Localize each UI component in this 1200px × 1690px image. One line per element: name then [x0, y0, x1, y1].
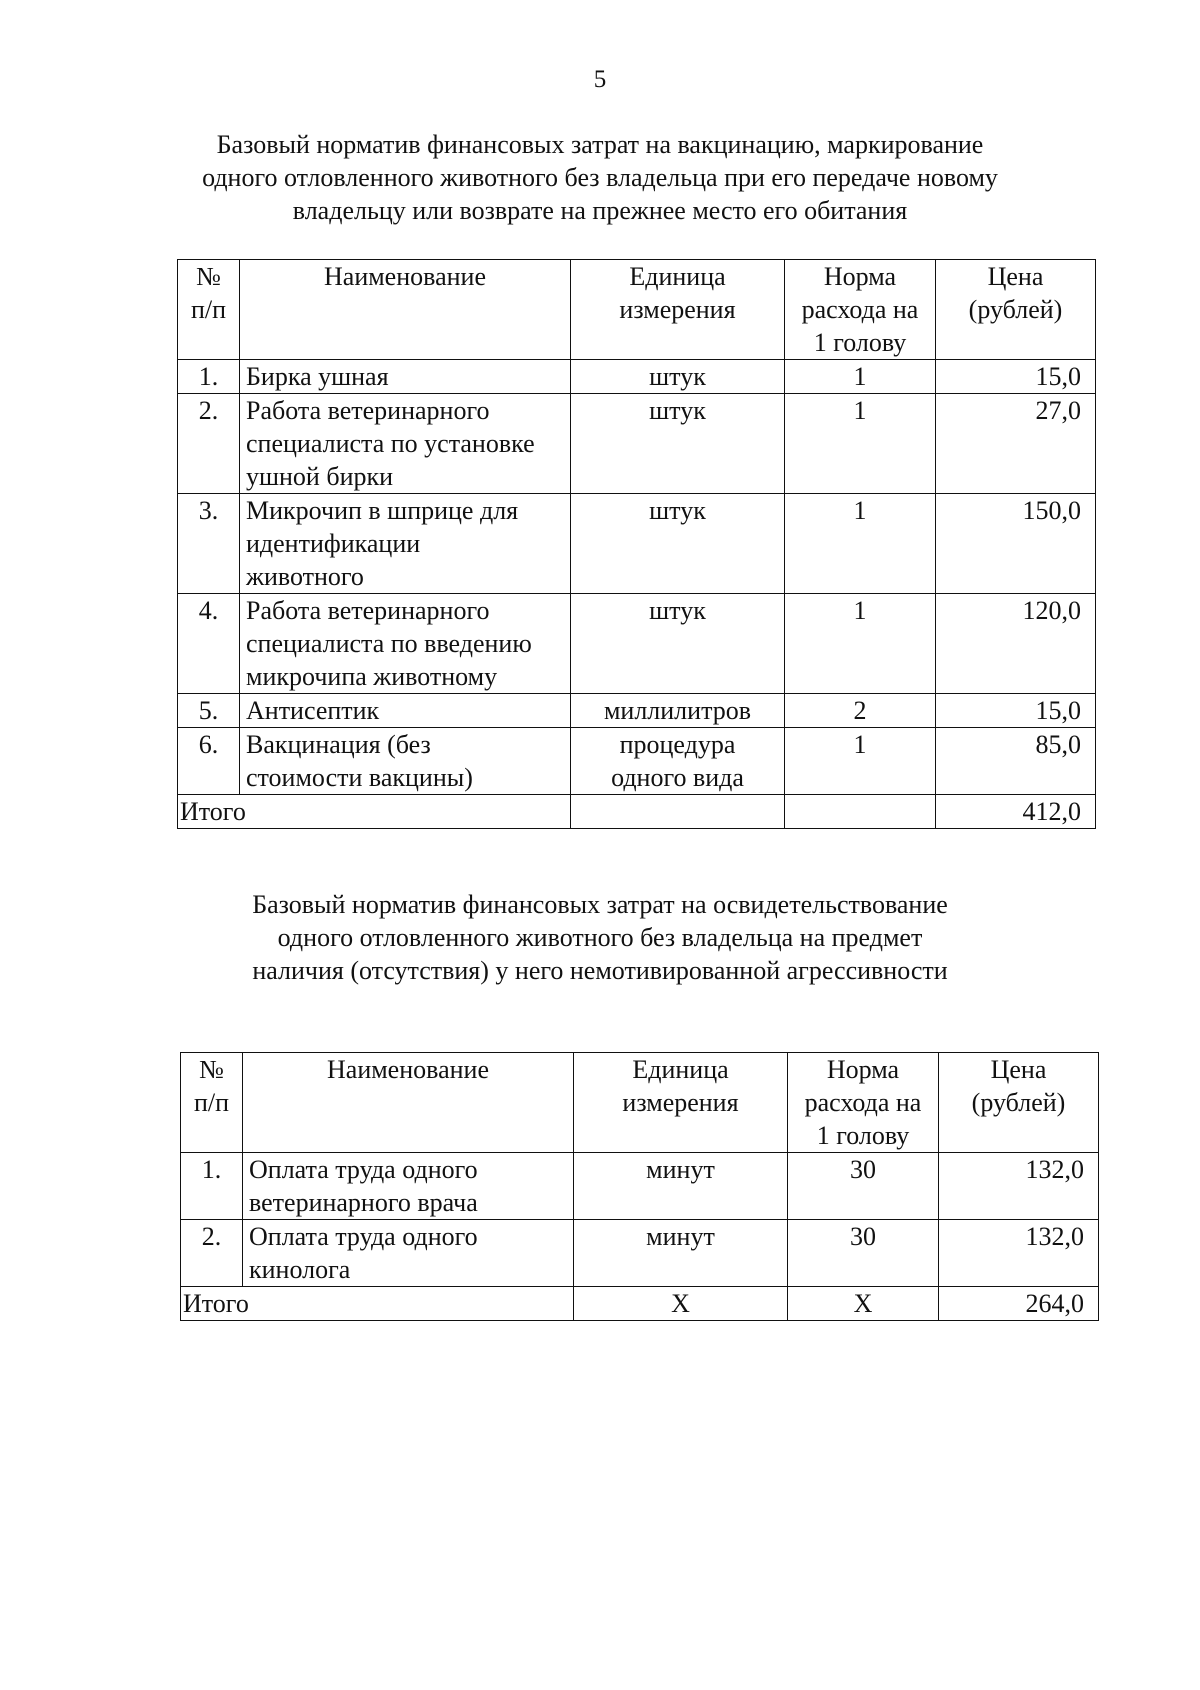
section-1-title — [0, 128, 1200, 227]
row-name: Оплата труда одного кинолога — [243, 1220, 574, 1287]
row-num: 5. — [178, 694, 240, 728]
row-name: Оплата труда одного ветеринарного врача — [243, 1153, 574, 1220]
row-name: Работа ветеринарного специалиста по введению микрочипа животному — [240, 594, 571, 694]
total-norm — [785, 795, 936, 829]
row-price: 15,0 — [936, 360, 1096, 394]
section-1-title-line: Базовый норматив финансовых затрат на вакцинацию, маркирование — [216, 130, 984, 159]
table-total-row — [178, 795, 1096, 829]
row-name: Микрочип в шприце для идентификации животного — [240, 494, 571, 594]
row-unit: штук — [571, 494, 785, 594]
row-num: 4. — [178, 594, 240, 694]
row-num: 6. — [178, 728, 240, 795]
table-row — [181, 1153, 1099, 1220]
header-price: Цена (рублей) — [936, 260, 1096, 360]
row-unit: штук — [571, 360, 785, 394]
header-unit: Единица измерения — [571, 260, 785, 360]
row-num: 3. — [178, 494, 240, 594]
row-name: Работа ветеринарного специалиста по установке ушной бирки — [240, 394, 571, 494]
row-price: 15,0 — [936, 694, 1096, 728]
total-label: Итого — [178, 795, 571, 829]
row-unit: процедура одного вида — [571, 728, 785, 795]
table-header-row — [181, 1053, 1099, 1153]
row-price: 132,0 — [939, 1220, 1099, 1287]
table-row — [178, 594, 1096, 694]
header-norm: Норма расхода на 1 голову — [788, 1053, 939, 1153]
row-norm: 1 — [785, 394, 936, 494]
row-price: 85,0 — [936, 728, 1096, 795]
row-unit: минут — [574, 1153, 788, 1220]
row-norm: 1 — [785, 728, 936, 795]
row-num: 1. — [181, 1153, 243, 1220]
total-label: Итого — [181, 1287, 574, 1321]
table-header-row — [178, 260, 1096, 360]
section-2-title-line: одного отловленного животного без владельца на предмет — [277, 923, 923, 952]
row-price: 132,0 — [939, 1153, 1099, 1220]
header-name: Наименование — [240, 260, 571, 360]
table-row — [178, 360, 1096, 394]
total-unit: Х — [574, 1287, 788, 1321]
vaccination-cost-table — [177, 259, 1096, 829]
section-2-title-line: наличия (отсутствия) у него немотивированной агрессивности — [252, 956, 948, 985]
total-price: 412,0 — [936, 795, 1096, 829]
header-price: Цена (рублей) — [939, 1053, 1099, 1153]
row-name: Вакцинация (без стоимости вакцины) — [240, 728, 571, 795]
row-num: 1. — [178, 360, 240, 394]
row-price: 120,0 — [936, 594, 1096, 694]
row-price: 150,0 — [936, 494, 1096, 594]
row-unit: минут — [574, 1220, 788, 1287]
row-norm: 1 — [785, 594, 936, 694]
section-1-title-line: одного отловленного животного без владельца при его передаче новому — [202, 163, 998, 192]
examination-cost-table — [180, 1052, 1099, 1321]
row-norm: 1 — [785, 360, 936, 394]
section-2-title — [0, 888, 1200, 987]
row-num: 2. — [178, 394, 240, 494]
header-num: № п/п — [181, 1053, 243, 1153]
row-name: Антисептик — [240, 694, 571, 728]
row-norm: 30 — [788, 1153, 939, 1220]
total-price: 264,0 — [939, 1287, 1099, 1321]
row-price: 27,0 — [936, 394, 1096, 494]
table-row — [178, 394, 1096, 494]
table-row — [178, 494, 1096, 594]
row-norm: 1 — [785, 494, 936, 594]
header-num: № п/п — [178, 260, 240, 360]
header-unit: Единица измерения — [574, 1053, 788, 1153]
section-2-title-line: Базовый норматив финансовых затрат на освидетельствование — [252, 890, 948, 919]
table-row — [181, 1220, 1099, 1287]
section-1-title-line: владельцу или возврате на прежнее место его обитания — [292, 196, 908, 225]
row-unit: штук — [571, 394, 785, 494]
total-norm: Х — [788, 1287, 939, 1321]
table-row — [178, 728, 1096, 795]
row-unit: штук — [571, 594, 785, 694]
header-norm: Норма расхода на 1 голову — [785, 260, 936, 360]
row-unit: миллилитров — [571, 694, 785, 728]
row-norm: 30 — [788, 1220, 939, 1287]
page-number: 5 — [593, 66, 607, 93]
table-row — [178, 694, 1096, 728]
total-unit — [571, 795, 785, 829]
row-num: 2. — [181, 1220, 243, 1287]
header-name: Наименование — [243, 1053, 574, 1153]
table-total-row — [181, 1287, 1099, 1321]
row-name: Бирка ушная — [240, 360, 571, 394]
row-norm: 2 — [785, 694, 936, 728]
